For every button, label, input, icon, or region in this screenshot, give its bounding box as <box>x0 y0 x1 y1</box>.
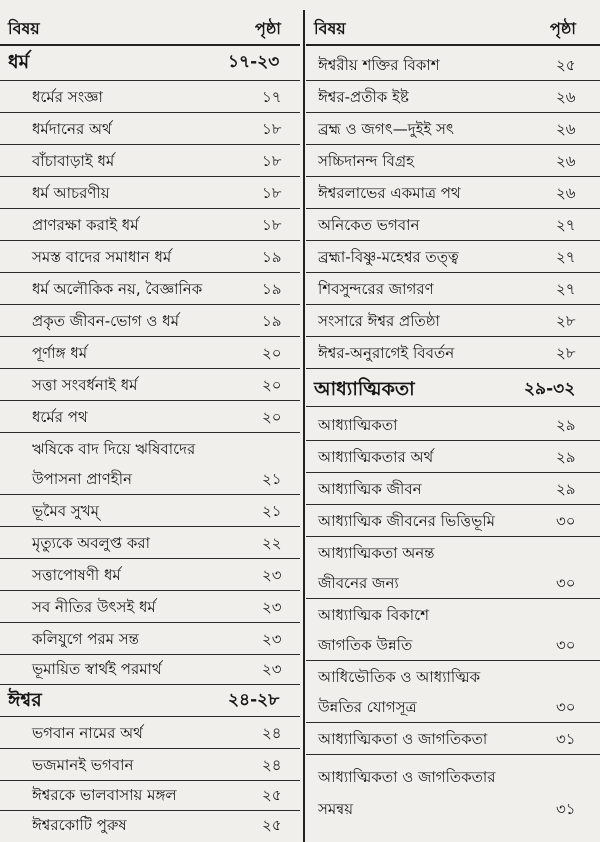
toc-entry[interactable] <box>0 338 300 369</box>
entry-page: ২৮ <box>556 344 576 362</box>
toc-entry[interactable] <box>306 242 600 273</box>
toc-entry[interactable] <box>0 306 300 337</box>
section-title: ধর্ম <box>8 51 30 73</box>
entry-title: বাঁচাবাড়াই ধর্ম <box>32 152 115 170</box>
entry-title: পূর্ণাঙ্গ ধর্ম <box>32 344 88 362</box>
entry-title: ঈশ্বর-প্রতীক ইষ্ট <box>318 88 409 106</box>
entry-page: ২০ <box>262 344 282 362</box>
entry-page: ৩১ <box>556 730 576 748</box>
toc-entry-line-2[interactable] <box>306 794 600 824</box>
entry-page: ২৪ <box>262 756 282 774</box>
toc-entry[interactable] <box>0 402 300 433</box>
toc-entry[interactable] <box>0 114 300 145</box>
entry-title: ঈশ্বর-অনুরাগেই বিবর্তন <box>318 344 455 362</box>
entry-title: আধ্যাত্মিকতা ও জাগতিকতা <box>318 730 488 748</box>
subject-heading: বিষয় <box>314 19 346 38</box>
entry-title: উপাসনা প্রাণহীন <box>32 470 132 488</box>
toc-entry[interactable] <box>0 82 300 113</box>
entry-page: ৩০ <box>556 574 576 592</box>
toc-entry[interactable] <box>306 306 600 337</box>
entry-page: ৩০ <box>556 512 576 530</box>
section-dharma <box>0 46 300 81</box>
entry-title: সচ্চিদানন্দ বিগ্রহ <box>318 152 414 170</box>
toc-entry[interactable] <box>306 178 600 209</box>
entry-page: ২৭ <box>556 248 576 266</box>
toc-entry[interactable] <box>0 528 300 559</box>
toc-entry[interactable] <box>306 410 600 441</box>
entry-title: আধ্যাত্মিক বিকাশে <box>318 606 429 624</box>
page-heading: পৃষ্ঠা <box>550 19 576 38</box>
entry-page: ২৭ <box>556 216 576 234</box>
toc-entry-line-2[interactable] <box>306 692 600 723</box>
entry-page: ২১ <box>262 470 282 488</box>
entry-title: আধ্যাত্মিক জীবন <box>318 480 422 498</box>
column-header <box>306 10 600 46</box>
entry-title: ব্রহ্ম ও জগৎ—দুইই সৎ <box>318 120 454 138</box>
entry-title: অনিকেত ভগবান <box>318 216 420 234</box>
entry-page: ২৯ <box>556 416 576 434</box>
entry-page: ২৩ <box>262 566 282 584</box>
toc-entry[interactable] <box>306 50 600 81</box>
toc-entry-line-1[interactable] <box>306 762 600 792</box>
entry-page: ২৬ <box>556 152 576 170</box>
entry-title: জীবনের জন্য <box>318 574 399 592</box>
entry-page: ২৫ <box>262 786 282 804</box>
entry-page: ১৯ <box>262 312 282 330</box>
entry-title: আধিভৌতিক ও আধ্যাত্মিক <box>318 668 481 686</box>
entry-page: ২৯ <box>556 448 576 466</box>
toc-entry[interactable] <box>306 210 600 241</box>
entry-page: ২৬ <box>556 88 576 106</box>
toc-entry[interactable] <box>306 146 600 177</box>
entry-page: ২৯ <box>556 480 576 498</box>
section-adhyatmikata <box>306 370 600 407</box>
entry-title: ভূমায়িত স্বার্থই পরমার্থ <box>32 660 162 678</box>
toc-entry[interactable] <box>306 338 600 369</box>
toc-entry[interactable] <box>306 474 600 505</box>
toc-entry[interactable] <box>306 82 600 113</box>
entry-title: ধর্ম অলৌকিক নয়, বৈজ্ঞানিক <box>32 280 203 298</box>
toc-entry[interactable] <box>306 114 600 145</box>
entry-page: ১৮ <box>262 216 282 234</box>
entry-title: জাগতিক উন্নতি <box>318 636 413 654</box>
entry-title: উন্নতির যোগসূত্র <box>318 698 417 716</box>
toc-entry[interactable] <box>0 560 300 591</box>
toc-entry[interactable] <box>0 592 300 623</box>
toc-entry[interactable] <box>0 242 300 273</box>
entry-title: ব্রহ্মা-বিষ্ণু-মহেশ্বর তত্ত্ব <box>318 248 459 266</box>
section-ishwar <box>0 684 300 717</box>
entry-page: ২৪ <box>262 724 282 742</box>
entry-title: ভগবান নামের অর্থ <box>32 724 143 742</box>
entry-title: ঋষিকে বাদ দিয়ে ঋষিবাদের <box>32 440 196 458</box>
column-divider <box>303 10 305 842</box>
entry-page: ২৩ <box>262 630 282 648</box>
entry-page: ২৫ <box>556 56 576 74</box>
entry-page: ২৫ <box>262 816 282 834</box>
toc-entry[interactable] <box>0 810 300 840</box>
entry-title: সমস্ত বাদের সমাধান ধর্ম <box>32 248 172 266</box>
entry-page: ২৬ <box>556 184 576 202</box>
entry-page: ২৮ <box>556 312 576 330</box>
section-title: ঈশ্বর <box>8 689 42 711</box>
entry-title: ধর্ম আচরণীয় <box>32 184 110 202</box>
entry-title: ভূমৈব সুখম্ <box>32 502 100 520</box>
toc-entry[interactable] <box>306 724 600 755</box>
entry-title: সত্তা সংবর্ধনাই ধর্ম <box>32 376 138 394</box>
entry-page: ১৮ <box>262 152 282 170</box>
toc-entry[interactable] <box>0 496 300 527</box>
entry-title: কলিযুগে পরম সন্ত <box>32 630 140 648</box>
toc-entry[interactable] <box>0 370 300 401</box>
toc-entry-line-1[interactable] <box>0 434 300 464</box>
entry-page: ১৯ <box>262 248 282 266</box>
entry-page: ২৬ <box>556 120 576 138</box>
toc-entry[interactable] <box>306 442 600 473</box>
toc-entry[interactable] <box>0 210 300 241</box>
page-heading: পৃষ্ঠা <box>255 19 281 38</box>
toc-entry[interactable] <box>0 780 300 811</box>
entry-title: ঈশ্বরকোটি পুরুষ <box>32 816 127 834</box>
section-page-range: ২৯-৩২ <box>524 379 576 399</box>
entry-title: ঈশ্বরীয় শক্তির বিকাশ <box>318 56 440 74</box>
entry-page: ২৩ <box>262 660 282 678</box>
toc-entry[interactable] <box>306 274 600 305</box>
section-title: আধ্যাত্মিকতা <box>314 378 415 400</box>
entry-title: ভজমানই ভগবান <box>32 756 134 774</box>
entry-title: মৃত্যুকে অবলুপ্ত করা <box>32 534 150 552</box>
toc-entry[interactable] <box>0 178 300 209</box>
entry-page: ২১ <box>262 502 282 520</box>
entry-title: ধর্মের সংজ্ঞা <box>32 88 103 106</box>
entry-title: শিবসুন্দরের জাগরণ <box>318 280 434 298</box>
entry-page: ২৭ <box>556 280 576 298</box>
toc-entry[interactable] <box>306 506 600 537</box>
toc-entry[interactable] <box>0 624 300 655</box>
toc-entry[interactable] <box>0 274 300 305</box>
toc-entry-line-1[interactable] <box>306 538 600 568</box>
entry-title: আধ্যাত্মিকতা ও জাগতিকতার <box>318 768 496 786</box>
entry-title: ধর্মের পথ <box>32 408 88 426</box>
entry-page: ৩০ <box>556 698 576 716</box>
toc-entry[interactable] <box>0 654 300 685</box>
entry-title: প্রাণরক্ষা করাই ধর্ম <box>32 216 139 234</box>
toc-entry[interactable] <box>0 718 300 749</box>
entry-page: ২২ <box>262 534 282 552</box>
entry-title: ঈশ্বরলাভের একমাত্র পথ <box>318 184 461 202</box>
entry-page: ২০ <box>262 408 282 426</box>
entry-title: সংসারে ঈশ্বর প্রতিষ্ঠা <box>318 312 440 330</box>
entry-page: ৩০ <box>556 636 576 654</box>
section-page-range: ১৭-২৩ <box>228 52 280 72</box>
entry-page: ১৭ <box>262 88 282 106</box>
entry-page: ১৮ <box>262 120 282 138</box>
entry-title: আধ্যাত্মিকতা অনন্ত <box>318 544 435 562</box>
entry-title: সব নীতির উৎসই ধর্ম <box>32 598 156 616</box>
entry-title: সমন্বয় <box>318 800 354 818</box>
column-header <box>0 10 300 46</box>
subject-heading: বিষয় <box>8 19 40 38</box>
toc-entry-line-2[interactable] <box>0 464 300 495</box>
toc-entry[interactable] <box>0 750 300 781</box>
entry-page: ২৩ <box>262 598 282 616</box>
section-page-range: ২৪-২৮ <box>228 690 280 710</box>
toc-entry-line-1[interactable] <box>306 600 600 630</box>
toc-entry-line-2[interactable] <box>306 630 600 661</box>
entry-page: ৩১ <box>556 800 576 818</box>
entry-page: ১৮ <box>262 184 282 202</box>
entry-title: আধ্যাত্মিক জীবনের ভিত্তিভূমি <box>318 512 495 530</box>
toc-entry-line-1[interactable] <box>306 662 600 692</box>
entry-title: ধর্মদানের অর্থ <box>32 120 112 138</box>
entry-title: সত্তাপোষণী ধর্ম <box>32 566 121 584</box>
entry-title: প্রকৃত জীবন-ভোগ ও ধর্ম <box>32 312 179 330</box>
entry-title: আধ্যাত্মিকতার অর্থ <box>318 448 434 466</box>
entry-title: ঈশ্বরকে ভালবাসায় মঙ্গল <box>32 786 177 804</box>
entry-title: আধ্যাত্মিকতা <box>318 416 398 434</box>
entry-page: ১৯ <box>262 280 282 298</box>
toc-entry[interactable] <box>0 146 300 177</box>
entry-page: ২০ <box>262 376 282 394</box>
toc-entry-line-2[interactable] <box>306 568 600 599</box>
